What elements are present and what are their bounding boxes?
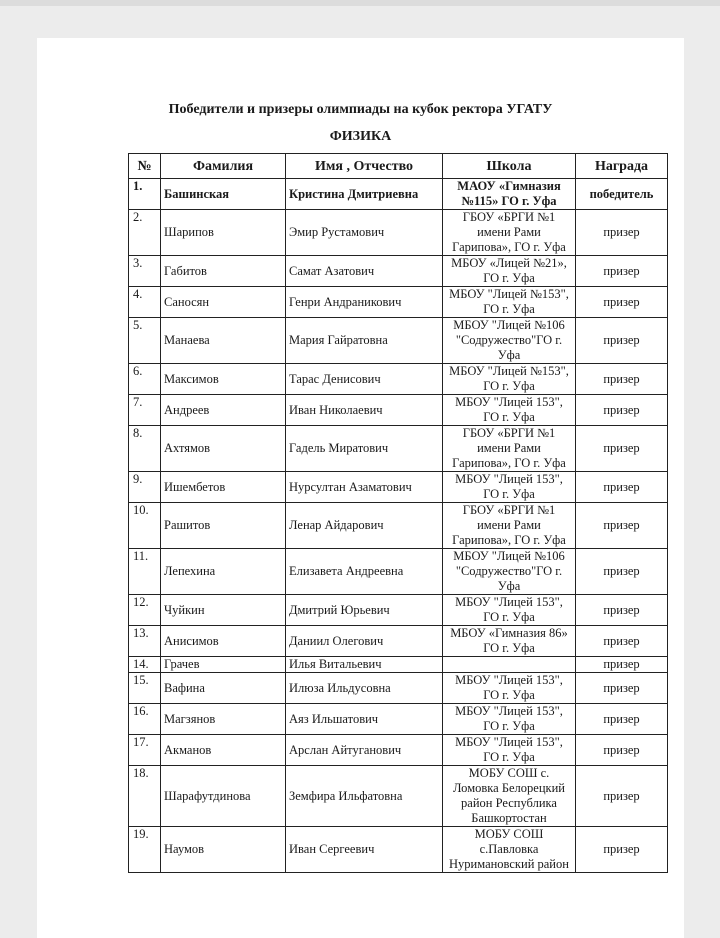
row-award: призер: [576, 549, 668, 595]
row-surname: Башинская: [161, 179, 286, 210]
row-surname: Магзянов: [161, 704, 286, 735]
table-row: [129, 657, 668, 673]
subject-heading: ФИЗИКА: [329, 129, 392, 144]
row-name: Аяз Ильшатович: [286, 704, 443, 735]
row-number: 9.: [129, 472, 161, 503]
row-number: 10.: [129, 503, 161, 549]
row-surname: Габитов: [161, 256, 286, 287]
row-number: 7.: [129, 395, 161, 426]
row-award: победитель: [576, 179, 668, 210]
table-row: [129, 318, 668, 364]
row-award: призер: [576, 595, 668, 626]
results-table: [128, 153, 668, 873]
row-surname: Грачев: [161, 657, 286, 673]
row-award: призер: [576, 210, 668, 256]
row-name: Генри Андраникович: [286, 287, 443, 318]
row-name: Илья Витальевич: [286, 657, 443, 673]
row-award: призер: [576, 256, 668, 287]
row-award: призер: [576, 364, 668, 395]
row-award: призер: [576, 287, 668, 318]
row-award: призер: [576, 395, 668, 426]
row-surname: Рашитов: [161, 503, 286, 549]
row-school: МОБУ СОШ с.Павловка Нуримановский район: [443, 827, 576, 873]
row-school: МБОУ "Лицей №106 "Содружество"ГО г. Уфа: [443, 549, 576, 595]
document-page: [37, 38, 684, 938]
table-row: [129, 673, 668, 704]
table-row: [129, 287, 668, 318]
table-row: [129, 595, 668, 626]
row-name: Илюза Ильдусовна: [286, 673, 443, 704]
header-surname: Фамилия: [161, 154, 286, 179]
row-number: 6.: [129, 364, 161, 395]
row-surname: Акманов: [161, 735, 286, 766]
row-award: призер: [576, 704, 668, 735]
table-row: [129, 503, 668, 549]
row-school: МБОУ "Лицей 153", ГО г. Уфа: [443, 595, 576, 626]
row-school: МБОУ "Лицей №106 "Содружество"ГО г. Уфа: [443, 318, 576, 364]
row-award: призер: [576, 735, 668, 766]
row-surname: Анисимов: [161, 626, 286, 657]
row-name: Нурсултан Азаматович: [286, 472, 443, 503]
row-school: МБОУ «Лицей №21», ГО г. Уфа: [443, 256, 576, 287]
row-award: призер: [576, 766, 668, 827]
row-school: ГБОУ «БРГИ №1 имени Рами Гарипова», ГО г. Уфа: [443, 503, 576, 549]
row-school: МБОУ "Лицей 153", ГО г. Уфа: [443, 735, 576, 766]
row-number: 13.: [129, 626, 161, 657]
table-row: [129, 364, 668, 395]
row-award: призер: [576, 503, 668, 549]
row-school: МБОУ "Лицей №153", ГО г. Уфа: [443, 287, 576, 318]
row-name: Мария Гайратовна: [286, 318, 443, 364]
row-name: Ленар Айдарович: [286, 503, 443, 549]
row-number: 3.: [129, 256, 161, 287]
row-surname: Андреев: [161, 395, 286, 426]
table-row: [129, 426, 668, 472]
table-row: [129, 626, 668, 657]
row-award: призер: [576, 673, 668, 704]
table-row: [129, 179, 668, 210]
row-number: 16.: [129, 704, 161, 735]
row-name: Земфира Ильфатовна: [286, 766, 443, 827]
row-number: 2.: [129, 210, 161, 256]
row-surname: Шарафутдинова: [161, 766, 286, 827]
row-number: 11.: [129, 549, 161, 595]
header-award: Награда: [576, 154, 668, 179]
row-award: призер: [576, 426, 668, 472]
row-surname: Чуйкин: [161, 595, 286, 626]
row-school: МБОУ "Лицей 153", ГО г. Уфа: [443, 673, 576, 704]
row-surname: Ишембетов: [161, 472, 286, 503]
row-school: МАОУ «Гимназия №115» ГО г. Уфа: [443, 179, 576, 210]
table-row: [129, 704, 668, 735]
viewer-top-bar: [0, 0, 720, 6]
row-surname: Максимов: [161, 364, 286, 395]
row-school: МОБУ СОШ с. Ломовка Белорецкий район Республика Башкортостан: [443, 766, 576, 827]
row-award: призер: [576, 318, 668, 364]
table-header-row: [129, 154, 668, 179]
table-row: [129, 766, 668, 827]
row-surname: Манаева: [161, 318, 286, 364]
row-name: Елизавета Андреевна: [286, 549, 443, 595]
row-name: Даниил Олегович: [286, 626, 443, 657]
row-award: призер: [576, 657, 668, 673]
row-number: 19.: [129, 827, 161, 873]
header-number: №: [129, 154, 161, 179]
row-number: 8.: [129, 426, 161, 472]
table-row: [129, 256, 668, 287]
row-name: Тарас Денисович: [286, 364, 443, 395]
row-school: МБОУ «Гимназия 86» ГО г. Уфа: [443, 626, 576, 657]
row-name: Гадель Миратович: [286, 426, 443, 472]
row-surname: Ахтямов: [161, 426, 286, 472]
row-name: Кристина Дмитриевна: [286, 179, 443, 210]
row-school: [443, 657, 576, 673]
table-row: [129, 549, 668, 595]
row-number: 14.: [129, 657, 161, 673]
row-award: призер: [576, 472, 668, 503]
row-number: 5.: [129, 318, 161, 364]
row-name: Дмитрий Юрьевич: [286, 595, 443, 626]
table-row: [129, 395, 668, 426]
row-number: 1.: [129, 179, 161, 210]
row-school: ГБОУ «БРГИ №1 имени Рами Гарипова», ГО г. Уфа: [443, 426, 576, 472]
header-name: Имя , Отчество: [286, 154, 443, 179]
row-school: МБОУ "Лицей 153", ГО г. Уфа: [443, 472, 576, 503]
row-number: 15.: [129, 673, 161, 704]
row-award: призер: [576, 626, 668, 657]
row-number: 17.: [129, 735, 161, 766]
row-name: Иван Николаевич: [286, 395, 443, 426]
row-surname: Лепехина: [161, 549, 286, 595]
document-title: Победители и призеры олимпиады на кубок ректора УГАТУ: [168, 102, 553, 117]
table-row: [129, 827, 668, 873]
table-row: [129, 472, 668, 503]
row-name: Арслан Айтуганович: [286, 735, 443, 766]
row-name: Самат Азатович: [286, 256, 443, 287]
row-school: МБОУ "Лицей №153", ГО г. Уфа: [443, 364, 576, 395]
row-school: МБОУ "Лицей 153", ГО г. Уфа: [443, 704, 576, 735]
row-surname: Наумов: [161, 827, 286, 873]
header-school: Школа: [443, 154, 576, 179]
row-surname: Саносян: [161, 287, 286, 318]
row-school: ГБОУ «БРГИ №1 имени Рами Гарипова», ГО г. Уфа: [443, 210, 576, 256]
row-name: Иван Сергеевич: [286, 827, 443, 873]
row-surname: Шарипов: [161, 210, 286, 256]
table-row: [129, 735, 668, 766]
row-number: 12.: [129, 595, 161, 626]
row-surname: Вафина: [161, 673, 286, 704]
row-number: 4.: [129, 287, 161, 318]
row-number: 18.: [129, 766, 161, 827]
table-row: [129, 210, 668, 256]
row-school: МБОУ "Лицей 153", ГО г. Уфа: [443, 395, 576, 426]
row-name: Эмир Рустамович: [286, 210, 443, 256]
row-award: призер: [576, 827, 668, 873]
